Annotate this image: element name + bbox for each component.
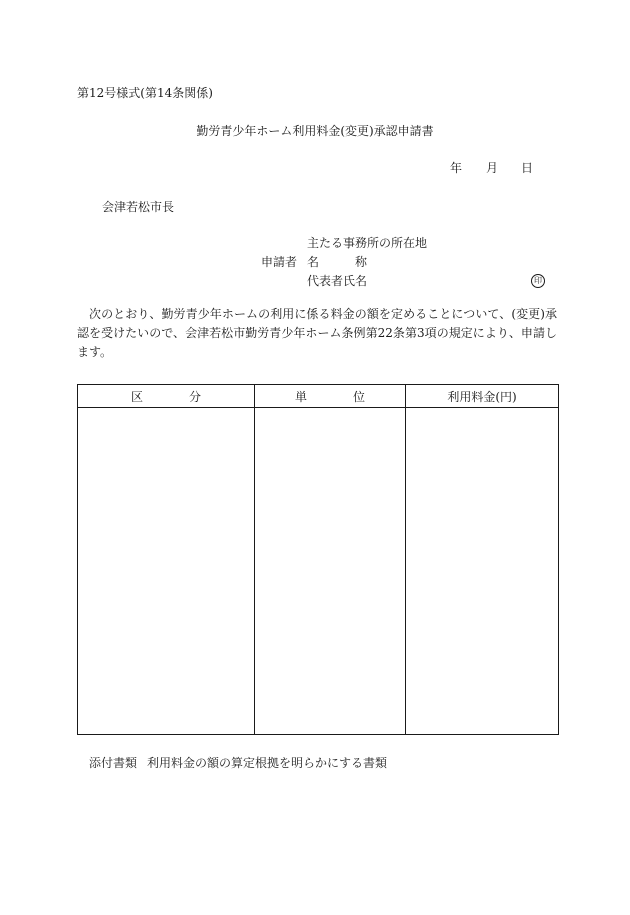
seal-icon: 印: [531, 274, 545, 288]
representative-name-label: 代表者氏名: [307, 274, 368, 288]
unit-cell[interactable]: [255, 408, 406, 735]
table-header-row: [78, 385, 559, 408]
header-category-char-2: 分: [188, 389, 201, 404]
header-unit-char-1: 単: [295, 389, 308, 404]
name-label-second-char: 称: [355, 255, 368, 269]
attachments-label: 添付書類: [89, 756, 138, 770]
table-row: [78, 408, 559, 735]
attachments-description: 利用料金の額の算定根拠を明らかにする書類: [147, 756, 388, 770]
date-month-label: 月: [486, 161, 499, 175]
form-number: 第12号様式(第14条関係): [77, 86, 213, 100]
document-title: 勤労青少年ホーム利用料金(変更)承認申請書: [196, 124, 434, 138]
header-unit: [255, 385, 406, 408]
date-day-label: 日: [521, 161, 534, 175]
fee-cell[interactable]: [406, 408, 559, 735]
name-label-first-char: 名: [307, 255, 320, 269]
header-unit-char-2: 位: [352, 389, 365, 404]
addressee: 会津若松市長: [102, 200, 175, 214]
header-category-char-1: 区: [131, 389, 144, 404]
header-category: [78, 385, 255, 408]
office-address-label: 主たる事務所の所在地: [307, 236, 428, 250]
date-year-label: 年: [450, 161, 463, 175]
fee-table: [77, 384, 559, 735]
header-fee: 利用料金(円): [406, 385, 559, 408]
applicant-label: 申請者: [261, 255, 298, 269]
category-cell[interactable]: [78, 408, 255, 735]
application-body-text: 次のとおり、勤労青少年ホームの利用に係る料金の額を定めることについて、(変更)承認を受けたいので、会津若松市勤労青少年ホーム条例第22条第3項の規定により、申請します。: [77, 307, 557, 359]
